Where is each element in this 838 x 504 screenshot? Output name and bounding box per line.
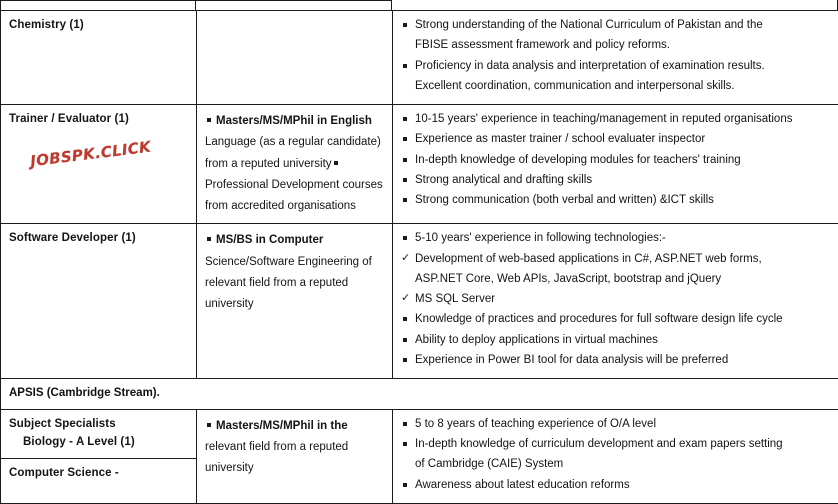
square-bullet-icon [207, 118, 211, 122]
requirement-item: Strong communication (both verbal and written) &ICT skills [401, 192, 830, 209]
qualification-line: Language (as a regular candidate) [205, 136, 381, 148]
qualification-cell [197, 224, 393, 379]
qualification-cell [197, 11, 393, 105]
post-cell [1, 11, 197, 105]
requirement-item: Awareness about latest education reforms [401, 477, 830, 494]
qualification-text [205, 111, 384, 217]
qualification-text [205, 230, 384, 315]
requirement-item: Ability to deploy applications in virtual machines [401, 332, 830, 349]
square-bullet-icon [207, 237, 211, 241]
requirement-item: ASP.NET Core, Web APIs, JavaScript, bootstrap and jQuery [401, 271, 830, 288]
qualification-text [205, 416, 384, 480]
requirement-item: Knowledge of practices and procedures for full software design life cycle [401, 311, 830, 328]
jobs-table [0, 10, 838, 504]
divider [1, 458, 196, 459]
qualification-cell [197, 105, 393, 224]
requirement-item: Proficiency in data analysis and interpretation of examination results. [401, 58, 830, 75]
qualification-line: Development courses [272, 179, 383, 191]
qualification-line: university [205, 462, 254, 474]
table-row [1, 105, 838, 224]
post-cell [1, 105, 197, 224]
square-bullet-icon [207, 423, 211, 427]
requirement-item: Experience as master trainer / school evaluater inspector [401, 131, 830, 148]
requirements-cell [393, 11, 838, 105]
post-title: Trainer / Evaluator (1) [9, 111, 188, 129]
qualification-cell [197, 409, 393, 503]
section-heading-cell [1, 379, 838, 410]
requirements-cell [393, 224, 838, 379]
qualification-line: Science/Software Engineering of [205, 256, 372, 268]
top-edge-col1 [0, 0, 196, 10]
qualification-line: relevant field from a reputed [205, 277, 348, 289]
requirement-item: 10-15 years' experience in teaching/management in reputed organisations [401, 111, 830, 128]
post-title: Chemistry (1) [9, 17, 188, 35]
table-row [1, 11, 838, 105]
requirements-cell [393, 105, 838, 224]
post-cell [1, 409, 197, 503]
table-row [1, 409, 838, 503]
requirement-item: In-depth knowledge of developing modules for teachers' training [401, 152, 830, 169]
qualification-line: organisations [287, 200, 355, 212]
requirements-list [401, 416, 830, 494]
requirement-item: In-depth knowledge of curriculum development and exam papers setting [401, 436, 830, 453]
requirement-item: 5-10 years' experience in following technologies:- [401, 230, 830, 247]
qualification-line: from accredited [205, 200, 284, 212]
table-top-edge [0, 0, 838, 10]
requirement-item: Strong analytical and drafting skills [401, 172, 830, 189]
requirements-cell [393, 409, 838, 503]
watermark: JOBSPK.CLICK [29, 138, 152, 171]
requirement-item: 5 to 8 years of teaching experience of O/A level [401, 416, 830, 433]
section-heading: APSIS (Cambridge Stream). [9, 387, 160, 399]
post-subtitle: Biology - A Level (1) [9, 434, 188, 452]
requirement-item: Experience in Power BI tool for data analysis will be preferred [401, 352, 830, 369]
qualification-line: Professional [205, 179, 268, 191]
post-title: Subject Specialists [9, 416, 188, 434]
post-title: Software Developer (1) [9, 230, 188, 248]
requirements-list [401, 230, 830, 369]
table-row [1, 224, 838, 379]
top-edge-col2 [196, 0, 392, 10]
post-subtitle-2: Computer Science - [9, 465, 188, 483]
square-bullet-icon [334, 161, 338, 165]
qualification-line: MS/BS in Computer [216, 234, 323, 246]
qualification-line: relevant field from a reputed [205, 441, 348, 453]
post-cell [1, 224, 197, 379]
requirements-list [401, 111, 830, 209]
requirements-list [401, 17, 830, 95]
requirement-item: of Cambridge (CAIE) System [401, 456, 830, 473]
requirement-item: ✓ Development of web-based applications in C#, ASP.NET web forms, [401, 251, 830, 268]
qualification-line: from a reputed university [205, 158, 332, 170]
requirement-item: Excellent coordination, communication and interpersonal skills. [401, 78, 830, 95]
qualification-line: university [205, 298, 254, 310]
qualification-line: Masters/MS/MPhil in English [216, 115, 372, 127]
qualification-line: Masters/MS/MPhil in the [216, 420, 348, 432]
top-edge-col3 [392, 0, 838, 10]
section-heading-row [1, 379, 838, 410]
requirement-item: ✓ MS SQL Server [401, 291, 830, 308]
requirement-item: FBISE assessment framework and policy reforms. [401, 37, 830, 54]
requirement-item: Strong understanding of the National Curriculum of Pakistan and the [401, 17, 830, 34]
